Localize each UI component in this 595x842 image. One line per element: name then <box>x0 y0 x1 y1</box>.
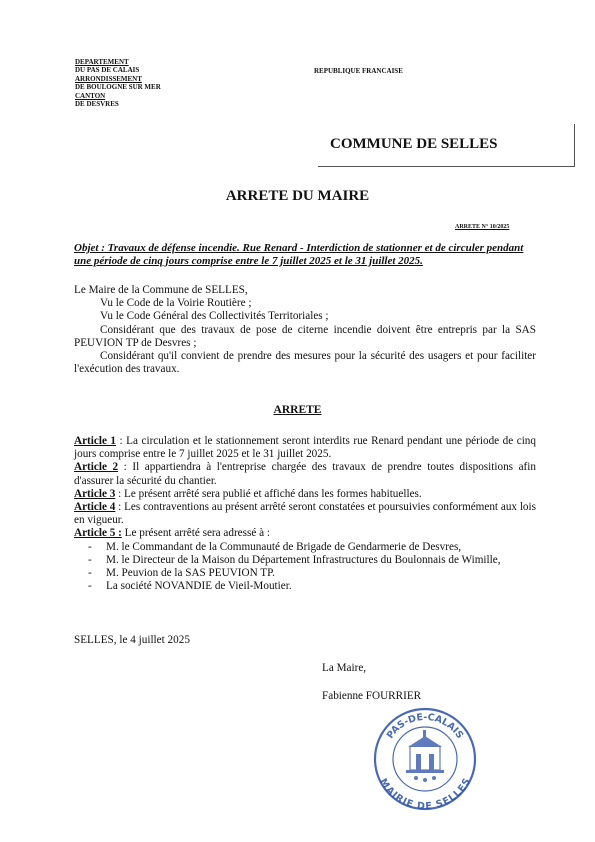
header-line-desvres: DE DESVRES <box>75 100 119 109</box>
preamble-maire: Le Maire de la Commune de SELLES, <box>74 284 248 296</box>
list-dash: - <box>88 553 92 566</box>
header-line-pas-de-calais: DU PAS DE CALAIS <box>75 66 140 75</box>
header-line-departement: DEPARTEMENT <box>75 58 129 66</box>
signatory-name: Fabienne FOURRIER <box>322 690 422 702</box>
recipient-text: M. le Commandant de la Communauté de Brigade de Gendarmerie de Desvres, <box>106 540 462 553</box>
list-item <box>74 567 536 580</box>
preamble-considerant-2: Considérant qu'il convient de prendre des mesures pour la sécurité des usagers et pour faciliter l'exécution des travaux. <box>74 350 536 376</box>
arrete-number: ARRETE N° 10/2025 <box>455 224 510 230</box>
preamble-considerant-1: Considérant que des travaux de pose de citerne incendie doivent être entrepris par la SAS PEUVION TP de Desvres ; <box>74 323 536 349</box>
stamp-bottom-text: MAIRIE DE SELLES <box>377 776 473 812</box>
objet-subject: Objet : Travaux de défense incendie. Rue Renard - Interdiction de stationner et de circuler pendant une période de cinq jours comprise entre le 7 juillet 2025 et le 31 juillet 2025. <box>74 242 524 267</box>
stamp-emblem-icon <box>406 730 444 782</box>
list-dash: - <box>88 567 92 580</box>
article-1 <box>74 435 536 461</box>
header-line-canton: CANTON <box>75 91 106 100</box>
place-date: SELLES, le 4 juillet 2025 <box>74 634 190 646</box>
article-label: Article 1 <box>74 435 117 447</box>
administrative-header <box>75 58 161 108</box>
article-5 <box>74 527 536 540</box>
article-text: : Le présent arrêté sera publié et affiché dans les formes habituelles. <box>115 487 422 500</box>
article-text: Le présent arrêté sera adressé à : <box>121 527 270 540</box>
stamp-top-text: PAS-DE-CALAIS <box>384 711 466 741</box>
republique-header: REPUBLIQUE FRANCAISE <box>314 67 403 75</box>
list-dash: - <box>88 540 92 553</box>
document-title: ARRETE DU MAIRE <box>225 188 370 204</box>
article-text: : Les contraventions au présent arrêté seront constatées et poursuivies conformément aux lois en vigueur. <box>74 501 536 527</box>
articles-section <box>74 435 536 593</box>
list-item <box>74 541 536 554</box>
article-text: : Il appartiendra à l'entreprise chargée des travaux de prendre toutes dispositions afin d'assurer la sécurité du chantier. <box>74 461 536 487</box>
article-label: Article 3 <box>74 487 116 500</box>
article-2 <box>74 461 536 487</box>
arrete-heading: ARRETE <box>273 404 322 416</box>
article-text: : La circulation et le stationnement seront interdits rue Renard pendant une période de cinq jours comprise entre le 7 juillet 2025 et le 31 juillet 2025. <box>74 435 536 461</box>
preamble-vu-cgct: Vu le Code Général des Collectivités Territoriales ; <box>100 310 329 323</box>
header-line-boulogne: DE BOULOGNE SUR MER <box>75 83 161 92</box>
commune-title: COMMUNE DE SELLES <box>330 136 498 152</box>
signatory-title: La Maire, <box>322 662 367 674</box>
article-4 <box>74 501 536 527</box>
list-item <box>74 580 536 593</box>
header-line-arrondissement: ARRONDISSEMENT <box>75 74 142 83</box>
recipients-list <box>74 541 536 594</box>
mairie-stamp <box>372 706 478 812</box>
article-label: Article 2 <box>74 461 119 474</box>
article-label: Article 4 <box>74 501 116 514</box>
list-dash: - <box>88 580 92 593</box>
preamble <box>74 284 536 376</box>
preamble-vu-voirie: Vu le Code de la Voirie Routière ; <box>100 297 252 310</box>
article-label: Article 5 : <box>74 527 122 540</box>
article-3 <box>74 488 536 501</box>
recipient-text: M. Peuvion de la SAS PEUVION TP. <box>106 567 275 580</box>
list-item <box>74 554 536 567</box>
recipient-text: M. le Directeur de la Maison du Département Infrastructures du Boulonnais de Wimille, <box>106 553 501 566</box>
recipient-text: La société NOVANDIE de Vieil-Moutier. <box>106 580 292 593</box>
